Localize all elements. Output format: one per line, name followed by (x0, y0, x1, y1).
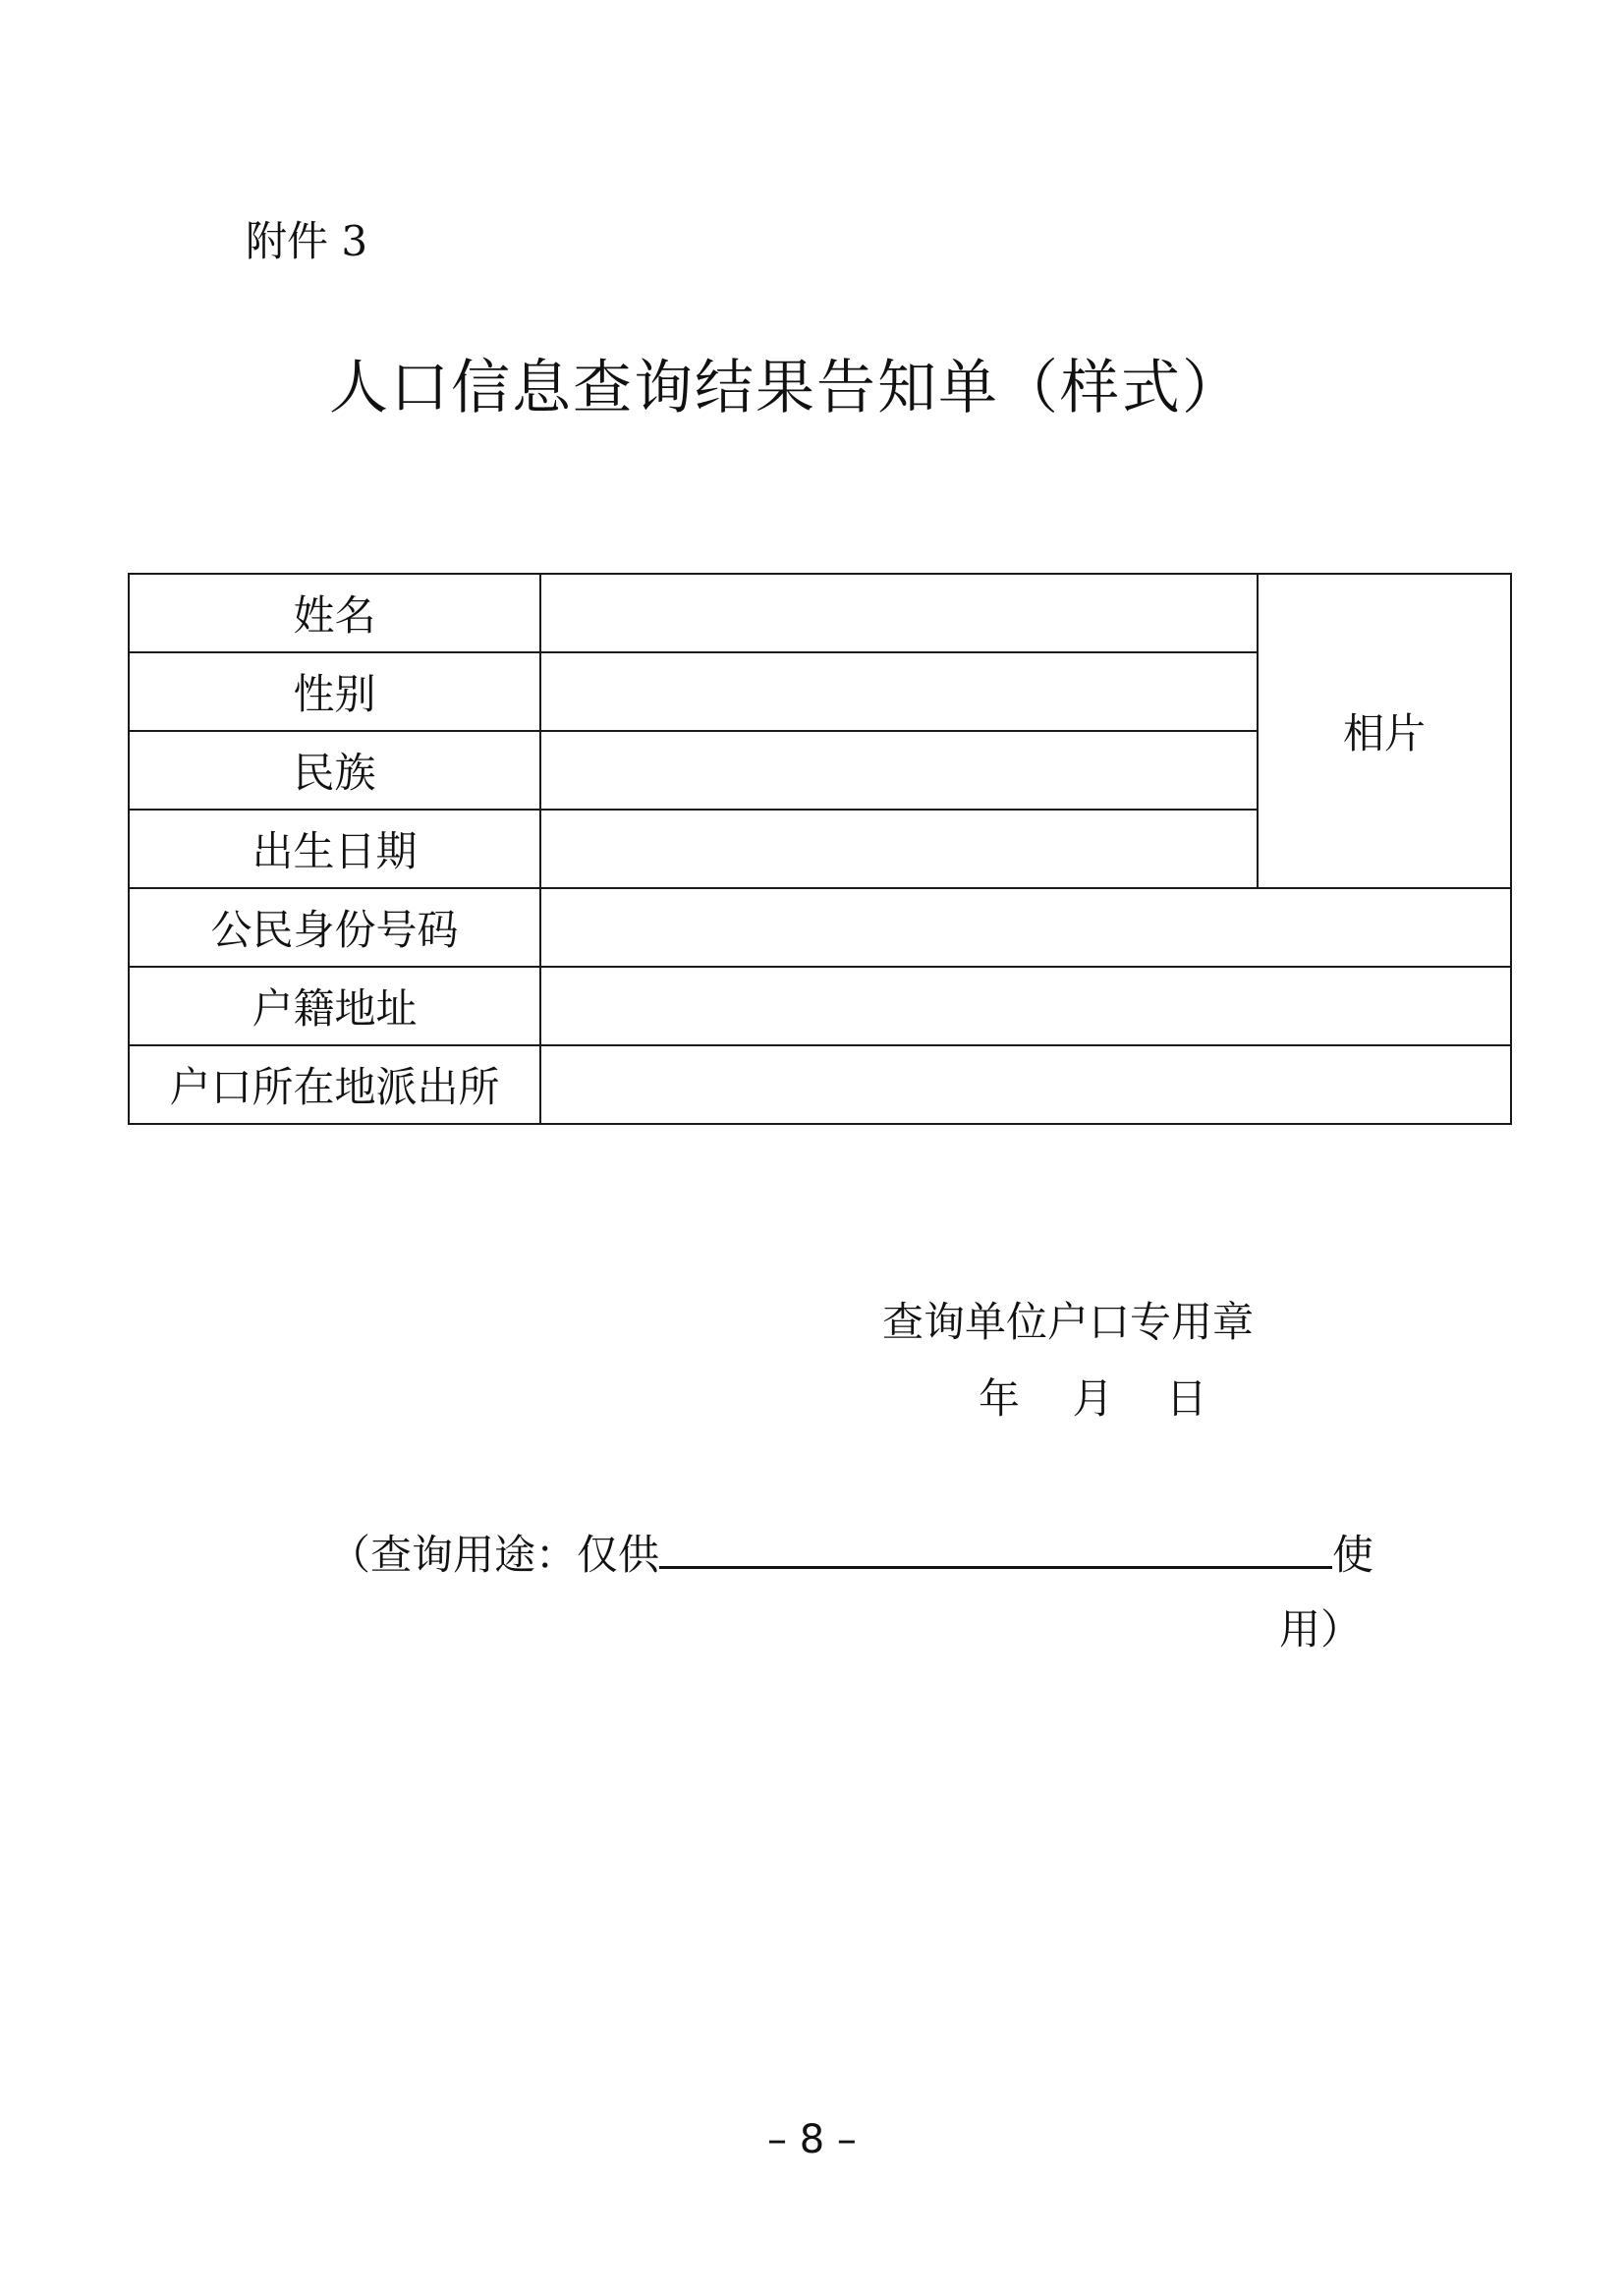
name-field[interactable] (540, 574, 1258, 652)
household-address-field[interactable] (540, 967, 1511, 1045)
gender-label: 性别 (129, 652, 540, 731)
seal-label: 查询单位户口专用章 (882, 1298, 1255, 1346)
birth-date-field[interactable] (540, 810, 1258, 888)
police-station-field[interactable] (540, 1045, 1511, 1124)
table-row (129, 888, 1511, 967)
date-line: 年 月 日 (979, 1374, 1207, 1423)
usage-prefix: （查询用途：仅供 (329, 1531, 660, 1579)
ethnicity-label: 民族 (129, 731, 540, 810)
page-number: – 8 – (767, 2117, 857, 2162)
usage-blank-field[interactable] (659, 1521, 1332, 1569)
id-number-label: 公民身份号码 (129, 888, 540, 967)
attachment-label: 附件 3 (246, 217, 368, 265)
name-label: 姓名 (129, 574, 540, 652)
table-row (129, 1045, 1511, 1124)
usage-statement (329, 1521, 1373, 1586)
usage-statement-end: 用） (1279, 1605, 1363, 1653)
id-number-field[interactable] (540, 888, 1511, 967)
document-title: 人口信息查询结果告知单（样式） (329, 354, 1243, 422)
table-row (129, 574, 1511, 652)
info-table (128, 573, 1512, 1125)
household-address-label: 户籍地址 (129, 967, 540, 1045)
photo-box[interactable]: 相片 (1258, 574, 1511, 888)
ethnicity-field[interactable] (540, 731, 1258, 810)
table-row (129, 967, 1511, 1045)
birth-date-label: 出生日期 (129, 810, 540, 888)
usage-suffix: 使 (1332, 1531, 1374, 1579)
police-station-label: 户口所在地派出所 (129, 1045, 540, 1124)
gender-field[interactable] (540, 652, 1258, 731)
